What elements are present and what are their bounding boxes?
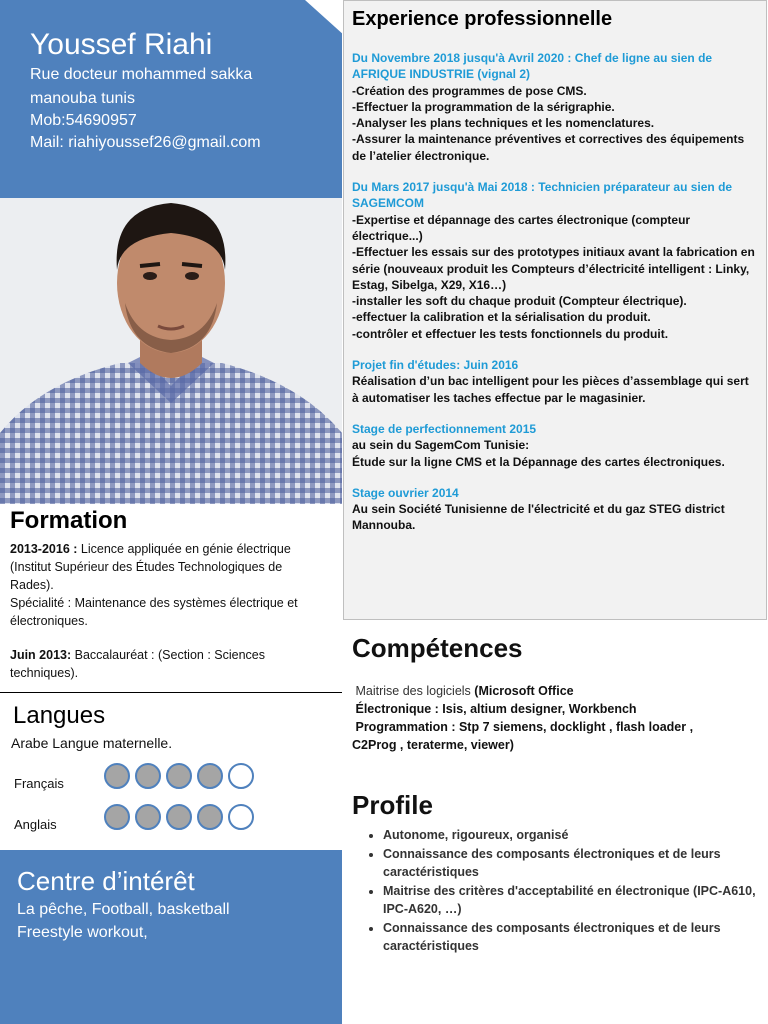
formation-entry [10,594,322,630]
interests-line: La pêche, Football, basketball [17,901,230,918]
address-line-2: manouba tunis [30,90,135,107]
experience-entry [352,485,758,534]
experience-line: Au sein Société Tunisienne de l'électricité et du gaz STEG district Mannouba. [352,502,725,533]
competence-line [352,718,762,736]
profile-item: • Connaissance des composants électroniques et de leurs caractéristiques [383,919,760,955]
profile-item: • Connaissance des composants électroniques et de leurs caractéristiques [383,845,760,881]
rating-dot-filled [197,763,223,789]
email-address: Mail: riahiyoussef26@gmail.com [30,134,261,151]
profile-title: Profile [352,790,433,820]
competences-title: Compétences [352,633,523,663]
experience-entry [352,421,758,470]
formation-text: Licence appliquée en génie électrique (Institut Supérieur des Études Technologiques de Rades). [10,542,291,592]
rating-dot-filled [135,763,161,789]
address-line-1: Rue docteur mohammed sakka [30,66,253,83]
competence-text: Programmation : Stp 7 siemens, docklight , flash loader , [355,720,694,734]
experience-line: -Effectuer les essais sur des prototypes initiaux avant la fabrication en série (nouveaux produit les Compteurs d’électricité intelligent : Linky, Estag, Sibelga, X29, X16…) [352,245,755,292]
experience-heading: Du Mars 2017 jusqu'à Mai 2018 : Technicien préparateur au sien de SAGEMCOM [352,180,733,211]
experience-line: -Analyser les plans techniques et les nomenclatures. [352,116,655,131]
rating-dot-filled [197,804,223,830]
formation-text: Spécialité : Maintenance des systèmes électrique et électroniques. [10,596,298,628]
mobile-number: Mob:54690957 [30,112,137,129]
formation-entry [10,540,322,594]
formation-body [10,540,322,682]
profile-item: • Maitrise des critères d'acceptabilité en électronique (IPC-A610, IPC-A620, …) [383,882,760,918]
formation-entry [10,646,322,682]
rating-dot-filled [135,804,161,830]
experience-heading: Du Novembre 2018 jusqu'à Avril 2020 : Chef de ligne au sien de AFRIQUE INDUSTRIE (vignal 2) [352,51,713,82]
rating-dot-filled [104,804,130,830]
profile-item: • Autonome, rigoureux, organisé [383,826,760,844]
experience-heading: Stage de perfectionnement 2015 [352,421,537,436]
interests-line: Freestyle workout, [17,924,148,941]
header-corner-cut [305,0,345,36]
formation-date: Juin 2013: [10,648,72,662]
competences-body [352,682,762,754]
rating-dot-empty [228,763,254,789]
language-level-english [104,804,254,830]
competence-line [352,700,762,718]
language-label-french: Français [14,776,64,791]
experience-heading: Projet fin d'études: Juin 2016 [352,358,519,373]
interests-title: Centre d’intérêt [17,866,195,896]
experience-line: -installer les soft du chaque produit (Compteur électrique). [352,294,687,309]
experience-entry [352,357,758,406]
experience-line: Réalisation d’un bac intelligent pour les pièces d’assemblage qui sert à automatiser les taches effectue par le magasinier. [352,374,749,405]
rating-dot-empty [228,804,254,830]
candidate-name: Youssef Riahi [30,28,213,61]
competence-text: Électronique : Isis, altium designer, Workbench [355,702,637,716]
competence-text: C2Prog , teraterme, viewer) [352,738,514,752]
experience-line: au sein du SagemCom Tunisie: [352,438,530,453]
formation-title: Formation [10,507,128,534]
experience-line: -Création des programmes de pose CMS. [352,83,587,98]
experience-line: -effectuer la calibration et la sérialisation du produit. [352,310,651,325]
experience-line: -Assurer la maintenance préventives et correctives des équipements de l’atelier électronique. [352,132,745,163]
experience-entry [352,50,758,164]
experience-heading: Stage ouvrier 2014 [352,485,459,500]
competence-line [352,736,762,754]
experience-title: Experience professionnelle [352,8,613,30]
rating-dot-filled [166,763,192,789]
langues-title: Langues [13,702,106,729]
experience-list [352,50,758,549]
native-language: Arabe Langue maternelle. [11,735,173,751]
rating-dot-filled [104,763,130,789]
formation-text: Baccalauréat : (Section : Sciences techniques). [10,648,265,680]
competence-line [352,682,762,700]
formation-date: 2013-2016 : [10,542,78,556]
competence-text: (Microsoft Office [470,684,574,698]
profile-list [356,826,760,956]
experience-line: -Effectuer la programmation de la sérigraphie. [352,99,615,114]
experience-line: -Expertise et dépannage des cartes électronique (compteur électrique...) [352,212,691,243]
rating-dot-filled [166,804,192,830]
language-level-french [104,763,254,789]
section-divider [0,692,342,693]
experience-line: Étude sur la ligne CMS et la Dépannage des cartes électroniques. [352,454,725,469]
experience-line: -contrôler et effectuer les tests fonctionnels du produit. [352,326,669,341]
language-label-english: Anglais [14,817,57,832]
experience-entry [352,179,758,342]
competence-label: Maitrise des logiciels [355,684,471,698]
profile-photo [0,198,342,504]
